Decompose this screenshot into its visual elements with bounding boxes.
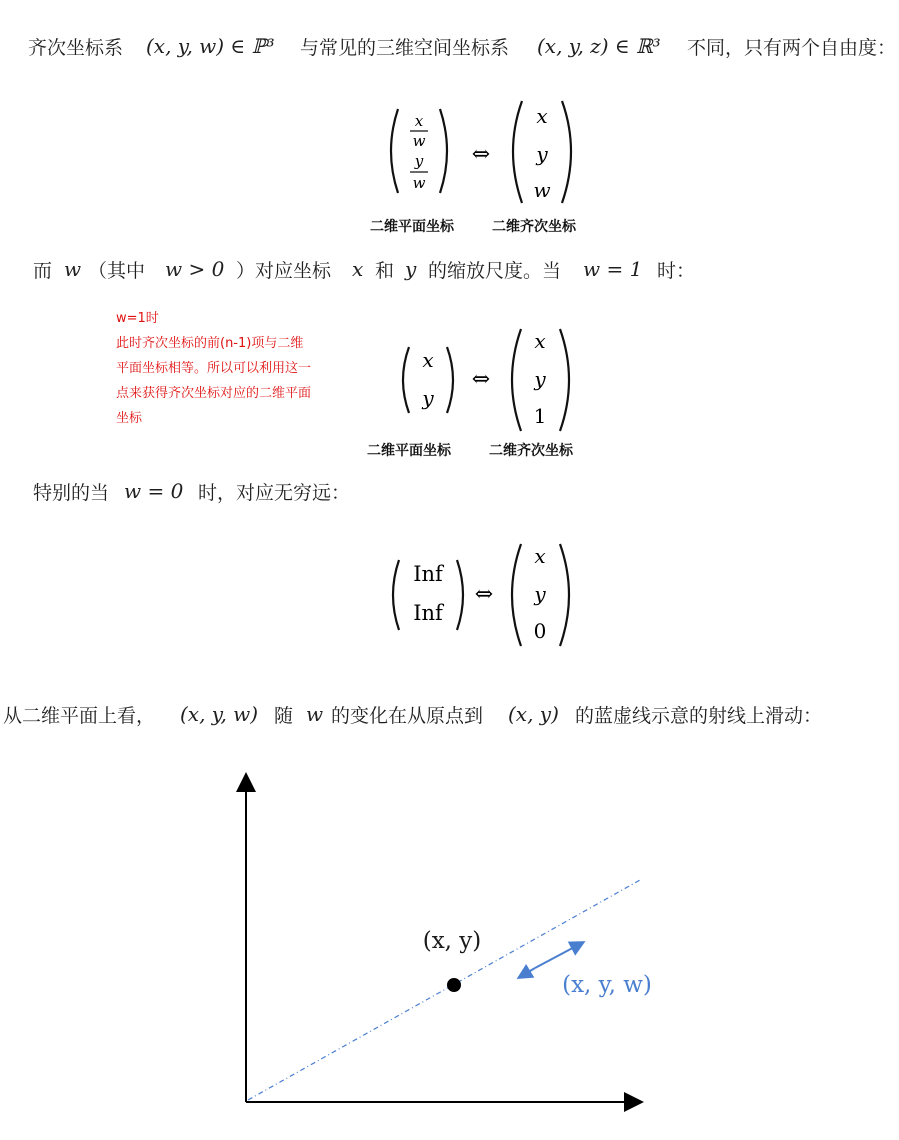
cartesian-tuple: (x, y, z) ∈ ℝ³ xyxy=(537,34,661,58)
label-2d-plane-coords: 二维平面坐标 xyxy=(367,443,451,459)
homogeneous-tuple: (x, y, w) ∈ ℙ³ xyxy=(146,34,275,58)
frac1-den: w xyxy=(412,132,426,150)
moving-point-label: (x, y, w) xyxy=(562,972,652,998)
text: 随 xyxy=(274,705,294,727)
math-condition: w > 0 xyxy=(165,257,225,281)
intro-text-a: 齐次坐标系 xyxy=(28,37,124,59)
label-2d-homogeneous-coords: 二维齐次坐标 xyxy=(492,219,576,235)
math-x: x xyxy=(352,257,364,281)
text: 的蓝虚线示意的射线上滑动： xyxy=(575,705,823,727)
vec-entry: x xyxy=(422,348,434,372)
point-xy-label: (x, y) xyxy=(422,928,482,954)
vec-entry: w xyxy=(533,178,551,202)
equivalence-arrow: ⇔ xyxy=(471,367,491,392)
slide-arrow-down xyxy=(520,968,535,977)
vec-entry: Inf xyxy=(413,562,443,586)
vec-entry: x xyxy=(534,329,546,353)
text: 而 xyxy=(33,260,53,282)
text: 的缩放尺度。当 xyxy=(428,260,562,282)
vec-entry: y xyxy=(534,367,546,391)
text: 从二维平面上看， xyxy=(3,705,156,727)
ray-diagram xyxy=(0,760,899,1140)
text: 时，对应无穷远： xyxy=(198,482,351,504)
note-title: w=1时 xyxy=(116,311,159,326)
vec-entry: y xyxy=(422,386,434,410)
text: ）对应坐标 xyxy=(236,260,332,282)
label-2d-plane-coords: 二维平面坐标 xyxy=(370,219,454,235)
point-xy-dot xyxy=(447,978,461,992)
right-paren-open xyxy=(513,101,522,203)
frac2-num: y xyxy=(414,152,424,170)
equation-2 xyxy=(395,325,585,435)
vec-entry: Inf xyxy=(413,601,443,625)
right-paren-open xyxy=(512,544,521,646)
left-paren-open xyxy=(393,560,399,630)
left-paren-close xyxy=(440,109,447,193)
math-w: w xyxy=(306,702,324,726)
math-point-xy: (x, y) xyxy=(508,702,559,726)
right-paren-open xyxy=(512,329,521,431)
left-paren-open xyxy=(391,109,398,193)
text: （其中 xyxy=(88,260,146,282)
right-paren-close xyxy=(562,101,571,203)
equation-1 xyxy=(380,95,590,210)
math-tuple-xyw: (x, y, w) xyxy=(180,702,259,726)
frac1-num: x xyxy=(414,112,424,130)
vec-entry: 0 xyxy=(533,619,547,643)
right-paren-close xyxy=(560,329,569,431)
math-w-eq-0: w = 0 xyxy=(124,479,184,503)
intro-text-b: 与常见的三维空间坐标系 xyxy=(300,37,510,59)
note-body: 此时齐次坐标的前(n-1)项与二维平面坐标相等。所以可以利用这一点来获得齐次坐标对应的二维平面坐标 xyxy=(116,336,312,426)
equivalence-arrow: ⇔ xyxy=(474,582,494,607)
left-paren-close xyxy=(447,347,453,413)
intro-text-c: 不同，只有两个自由度： xyxy=(687,37,897,59)
vec-entry: 1 xyxy=(533,404,547,428)
text: 特别的当 xyxy=(33,482,110,504)
vec-entry: y xyxy=(536,142,548,166)
vec-entry: x xyxy=(536,104,548,128)
math-y: y xyxy=(405,257,417,281)
equation-3 xyxy=(385,540,585,652)
right-paren-close xyxy=(560,544,569,646)
text: 时： xyxy=(657,260,696,282)
vec-entry: y xyxy=(534,582,546,606)
math-w: w xyxy=(64,257,82,281)
left-paren-close xyxy=(457,560,463,630)
text: 的变化在从原点到 xyxy=(331,705,484,727)
text: 和 xyxy=(375,260,395,282)
slide-arrow-up xyxy=(535,943,582,968)
label-2d-homogeneous-coords: 二维齐次坐标 xyxy=(489,443,573,459)
annotation-note xyxy=(116,306,316,431)
equivalence-arrow: ⇔ xyxy=(471,142,491,167)
frac2-den: w xyxy=(412,174,426,192)
vec-entry: x xyxy=(534,544,546,568)
left-paren-open xyxy=(403,347,409,413)
math-w-eq-1: w = 1 xyxy=(583,257,643,281)
